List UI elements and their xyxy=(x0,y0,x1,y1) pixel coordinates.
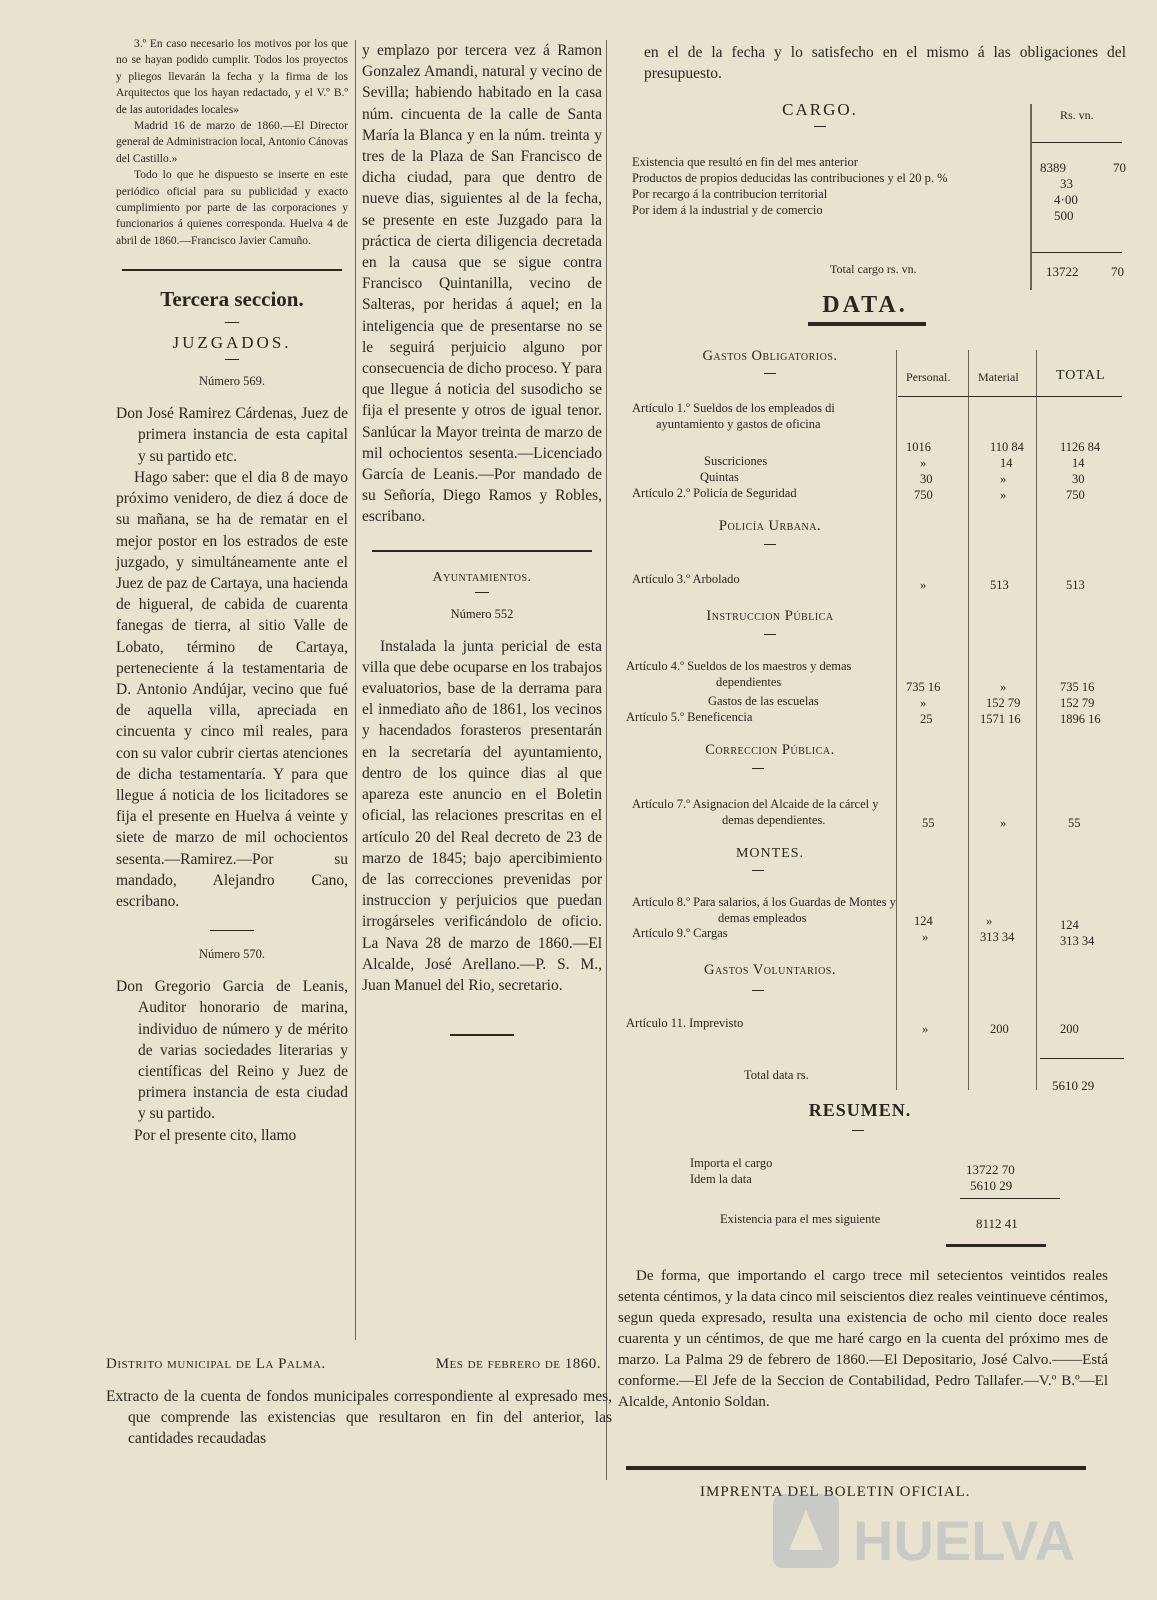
suscr-m: 14 xyxy=(1000,456,1013,470)
total-data-label: Total data rs. xyxy=(744,1068,809,1082)
res-data-label: Idem la data xyxy=(690,1172,752,1186)
art2-p: 750 xyxy=(914,488,933,502)
cargo-amount: 33 xyxy=(1060,176,1073,191)
column-divider xyxy=(606,40,607,1480)
column-1 xyxy=(116,36,348,1146)
art1-p: 1016 xyxy=(906,440,931,454)
cargo-sum-rule xyxy=(1032,252,1122,253)
art11-t: 200 xyxy=(1060,1022,1079,1036)
res-cargo-label: Importa el cargo xyxy=(690,1156,773,1170)
closing-paragraph: De forma, que importando el cargo trece mil setecientos veintidos reales setenta céntimos, y la data cinco mil seiscientos diez reales veintinueve céntimos, segun queda expresado, resulta una existencia de ocho mil ciento doce reales cuarenta y un céntimos, de que me haré cargo en la cuenta del próximo mes de marzo. La Palma 29 de febrero de 1860.—El Depositario, José Calvo.——Está conforme.—El Jefe de la Seccion de Contabilidad, Pedro Tallafer.—V.º B.º—El Alcalde, Antonio Soldan. xyxy=(618,1268,1108,1410)
cargo-amount: 8389 70 xyxy=(1040,160,1126,175)
p570-head: Don Gregorio Garcia de Leanis, Auditor honorario de marina, individuo de número y de mérito de varias sociedades literarias y científicas del Reino y Juez de primera instancia de esta ciudad y su partido. xyxy=(116,978,348,1123)
art11-p: » xyxy=(922,1022,929,1036)
divider xyxy=(852,1130,864,1131)
art9: Artículo 9.º Cargas xyxy=(632,926,728,940)
number-569: Número 569. xyxy=(199,374,265,389)
art1-t: 1126 84 xyxy=(1060,440,1101,454)
art5-m: 1571 16 xyxy=(980,712,1021,726)
city-seal-watermark xyxy=(769,1490,1109,1572)
rs-vn: Rs. vn. xyxy=(1060,108,1094,122)
art9-m: 313 34 xyxy=(980,930,1015,944)
art8: Artículo 8.º Para salarios, á los Guardas de Montes y demas empleados xyxy=(632,895,896,925)
ornament-rule xyxy=(946,1244,1046,1247)
suscr-t: 14 xyxy=(1072,456,1085,470)
art11-m: 200 xyxy=(990,1022,1009,1036)
cargo-row: Existencia que resultó en fin del mes anterior xyxy=(632,155,858,169)
number-552: Número 552 xyxy=(450,606,514,621)
total-data: 5610 29 xyxy=(1052,1078,1095,1093)
data-vline-3 xyxy=(1036,350,1037,1090)
gastos-voluntarios: Gastos Voluntarios. xyxy=(703,962,836,978)
art4-t: 735 16 xyxy=(1060,680,1095,694)
art1-m: 110 84 xyxy=(990,440,1024,454)
column-2 xyxy=(362,40,602,1036)
res-data: 5610 29 xyxy=(970,1178,1013,1193)
art8-m: » xyxy=(986,914,993,928)
policia-urbana: Policía Urbana. xyxy=(718,518,822,534)
quintas-m: » xyxy=(1000,472,1007,486)
art3: Artículo 3.º Arbolado xyxy=(632,572,740,586)
cargo-rows xyxy=(632,154,1022,218)
art5-t: 1896 16 xyxy=(1060,712,1101,726)
cargo-amount: 4·00 xyxy=(1054,192,1078,207)
art3-m: 513 xyxy=(990,578,1009,592)
cargo-rule-top xyxy=(1032,142,1122,143)
art9-t: 313 34 xyxy=(1060,934,1095,948)
art2-t: 750 xyxy=(1066,488,1085,502)
h-material: Material xyxy=(978,370,1019,384)
top-note-2: Madrid 16 de marzo de 1860.—El Director general de Administracion local, Antonio Cánovas del Castillo.» xyxy=(116,120,348,165)
suscr-p: » xyxy=(920,456,927,470)
exist: 8112 41 xyxy=(976,1216,1018,1231)
ayuntamientos-heading: Ayuntamientos. xyxy=(432,569,532,585)
intro: en el de la fecha y lo satisfecho en el mismo á las obligaciones del presupuesto. xyxy=(644,44,1126,83)
data-title: DATA. xyxy=(822,292,908,318)
art8-p: 124 xyxy=(914,914,933,928)
gastos-obligatorios: Gastos Obligatorios. xyxy=(702,348,838,364)
resumen-title: RESUMEN. xyxy=(808,1100,912,1120)
divider xyxy=(752,768,764,769)
divider xyxy=(225,359,239,360)
quintas-t: 30 xyxy=(1072,472,1085,486)
divider xyxy=(752,870,764,871)
divider xyxy=(372,550,592,552)
data-vline-2 xyxy=(968,350,969,1090)
art9-p: » xyxy=(922,930,929,944)
footer-rule xyxy=(626,1466,1086,1470)
res-cargo: 13722 70 xyxy=(966,1162,1015,1177)
art1: Artículo 1.º Sueldos de los empleados di ayuntamiento y gastos de oficina xyxy=(632,401,835,431)
header-rule xyxy=(898,396,1122,397)
p552: Instalada la junta pericial de esta villa que debe ocuparse en los trabajos evaluatorios, base de la derrama para el inmediato año de 1861, los vecinos y hacendados forasteros presentarán en la secretaría del ayuntamiento, dentro de los quince dias al que apareza este anuncio en el Boletin oficial, las relaciones prescritas en el artículo 20 del Real decreto de 23 de marzo de 1845; bajo apercibimiento de las correcciones prevenidas por instruccion y perjuicios que puedan irrogárseles verificándolo de oficio. La Nava 28 de marzo de 1860.—El Alcalde, José Arellano.—P. S. M., Juan Manuel del Rio, secretario. xyxy=(362,637,602,994)
instruccion-publica: Instruccion Pública xyxy=(706,608,834,624)
gastos-escuelas: Gastos de las escuelas xyxy=(708,694,819,708)
number-570: Número 570. xyxy=(199,947,265,962)
quintas: Quintas xyxy=(700,470,739,484)
art3-p: » xyxy=(920,578,927,592)
gastos-esc-m: 152 79 xyxy=(986,696,1021,710)
art4-p: 735 16 xyxy=(906,680,941,694)
art5-p: 25 xyxy=(920,712,933,726)
divider xyxy=(122,269,342,271)
juzgados-heading: JUZGADOS. xyxy=(172,333,292,353)
divider xyxy=(210,930,254,931)
exist-label: Existencia para el mes siguiente xyxy=(720,1212,881,1226)
ornament-rule xyxy=(808,322,926,326)
p570-cont: y emplazo por tercera vez á Ramon Gonzalez Amandi, natural y vecino de Sevilla; habiendo habitado en la casa núm. cincuenta de la calle de Santa María la Blanca y en la núm. treinta y tres de la Plaza de San Francisco de dicha ciudad, para que dentro de nueve dias, siguientes al de la fecha, se presente en este Juzgado para la práctica de cierta diligencia decretada en la causa que se sigue contra Francisco Quintanilla, vecino de Salteras, por heridas á aquel; en la inteligencia que de presentarse no se le seguirá perjuicio alguno por consecuencia de dicho proceso. Y para que llegue á noticia del susodicho se fija el presente y otros de igual tenor. Sanlúcar la Mayor treinta de marzo de mil ochocientos sesenta.—Licenciado García de Leanis.—Por mandado de su Señoría, Diego Ramos y Robles, escribano. xyxy=(362,42,602,526)
p569-head: Don José Ramirez Cárdenas, Juez de primera instancia de esta capital y su partido etc. xyxy=(116,405,348,465)
art7-t: 55 xyxy=(1068,816,1081,830)
watermark-text: HUELVA xyxy=(853,1509,1075,1572)
correccion-publica: Correccion Pública. xyxy=(705,742,835,758)
p569-body: Hago saber: que el dia 8 de mayo próximo venidero, de diez á doce de su mañana, se ha de rematar en el mejor postor en los estrados de este juzgado, y simultáneamente ante el Juez de paz de Cartaya, una hacienda de higueral, de cabida de cuarenta fanegas de tierra, al sitio Valle de Lobato, término de Cartaya, perteneciente á la testamentaria de D. Antonio Andújar, vecino que fué de aquella villa, apreciada en cincuenta y cinco mil reales, para con su valor cubrir ciertas atenciones de dicha testamentaría. Y para que llegue á noticia de los licitadores se fija el presente en Huelva á veinte y siete de marzo de mil ochocientos sesenta.—Ramirez.—Por su mandado, Alejandro Cano, escribano. xyxy=(116,468,348,910)
mes: Mes de febrero de 1860. xyxy=(435,1356,601,1372)
art8-t: 124 xyxy=(1060,918,1079,932)
divider xyxy=(764,634,776,635)
h-personal: Personal. xyxy=(906,370,951,384)
art3-t: 513 xyxy=(1066,578,1085,592)
p570-body: Por el presente cito, llamo xyxy=(134,1126,297,1144)
art7-m: » xyxy=(1000,816,1007,830)
top-note: 3.º En caso necesario los motivos por los que no se hayan podido cumplir. Todos los proyectos y pliegos llevarán la fecha y la firma de los Arquitectos que los hayan redactado, y el V.º B.º de las autoridades locales» xyxy=(116,38,348,116)
resumen-rule xyxy=(960,1198,1060,1199)
total-cargo: 13722 70 xyxy=(1046,264,1124,279)
distrito-line xyxy=(106,1356,601,1373)
cargo-title: CARGO. xyxy=(782,100,858,119)
cargo-rule-left xyxy=(1030,104,1032,290)
divider xyxy=(225,322,239,323)
art2: Artículo 2.º Policía de Seguridad xyxy=(632,486,797,500)
data-vline-1 xyxy=(896,350,897,1090)
column-divider xyxy=(355,40,356,1340)
montes: MONTES. xyxy=(735,846,805,861)
art11: Artículo 11. Imprevisto xyxy=(626,1016,744,1030)
total-cargo-label: Total cargo rs. vn. xyxy=(830,262,917,276)
cargo-amount: 500 xyxy=(1054,208,1074,223)
extracto: Extracto de la cuenta de fondos municipales correspondiente al expresado mes, que comprende las existencias que resultaron en fin del anterior, las cantidades recaudadas xyxy=(106,1388,612,1448)
divider xyxy=(450,1034,514,1036)
art2-m: » xyxy=(1000,488,1007,502)
divider xyxy=(814,126,826,127)
art7-p: 55 xyxy=(922,816,935,830)
cargo-amounts xyxy=(1040,160,1126,224)
art4-m: » xyxy=(1000,680,1007,694)
distrito: Distrito municipal de La Palma. xyxy=(106,1356,326,1372)
suscr: Suscriciones xyxy=(704,454,768,468)
imprenta: IMPRENTA DEL BOLETIN OFICIAL. xyxy=(700,1484,971,1500)
section-title: Tercera seccion. xyxy=(160,287,304,312)
art4: Artículo 4.º Sueldos de los maestros y demas dependientes xyxy=(626,659,852,689)
divider xyxy=(764,373,776,374)
art5: Artículo 5.º Beneficencia xyxy=(626,710,753,724)
h-total: TOTAL xyxy=(1056,368,1106,383)
divider xyxy=(764,544,776,545)
gastos-esc-t: 152 79 xyxy=(1060,696,1095,710)
cargo-row: Por idem á la industrial y de comercio xyxy=(632,203,823,217)
divider xyxy=(752,990,764,991)
gastos-esc-p: » xyxy=(920,696,927,710)
divider xyxy=(475,592,489,593)
column-3 xyxy=(616,42,1126,84)
top-note-3: Todo lo que he dispuesto se inserte en este periódico oficial para su publicidad y exacto cumplimiento por parte de las corporaciones y funcionarios á quienes corresponda. Huelva 4 de abril de 1860.—Francisco Javier Camuño. xyxy=(116,169,348,247)
cargo-row: Por recargo á la contribucion territorial xyxy=(632,187,828,201)
art7: Artículo 7.º Asignacion del Alcaide de la cárcel y demas dependientes. xyxy=(632,797,879,827)
quintas-p: 30 xyxy=(920,472,933,486)
cargo-row: Productos de propios deducidas las contribuciones y el 20 p. % xyxy=(632,171,948,185)
data-sum-rule xyxy=(1040,1058,1124,1059)
